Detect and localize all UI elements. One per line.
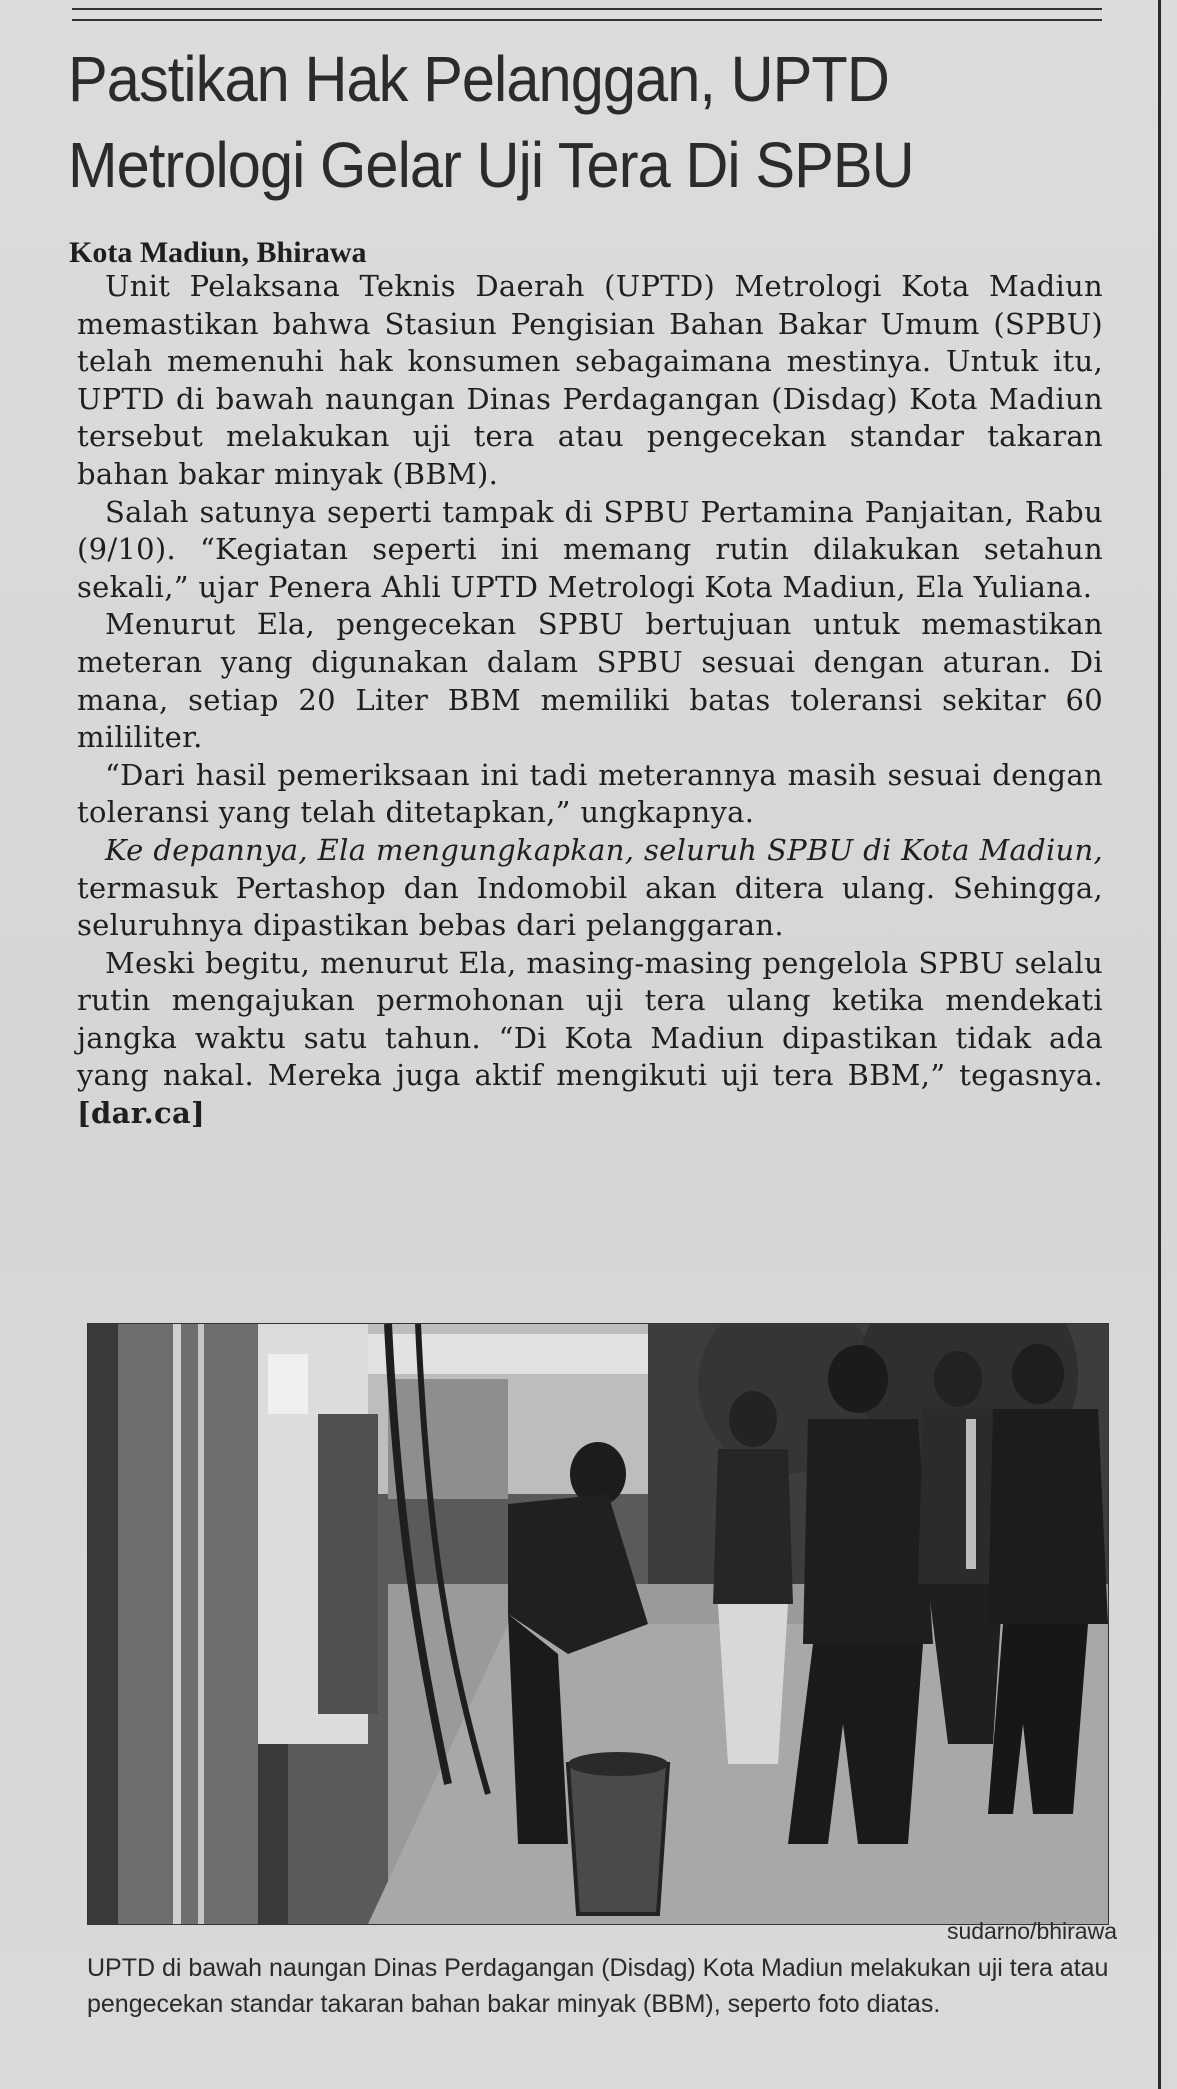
article-body: [77, 268, 1103, 1133]
author-credit: [dar.ca]: [77, 1096, 206, 1131]
paragraph-rest: termasuk Pertashop dan Indomobil akan ditera ulang. Sehingga, seluruhnya dipastikan bebas dari pelanggaran.: [77, 870, 1103, 943]
paragraph-text: Meski begitu, menurut Ela, masing-masing pengelola SPBU selalu rutin mengajukan permohonan uji tera ulang ketika mendekati jangka waktu satu tahun. “Di Kota Madiun dipastikan tidak ada yang nakal. Mereka juga aktif mengikuti uji tera BBM,” tegasnya.: [77, 945, 1103, 1093]
column-rule: [1158, 0, 1161, 2089]
paragraph: Unit Pelaksana Teknis Daerah (UPTD) Metrologi Kota Madiun memastikan bahwa Stasiun Pengisian Bahan Bakar Umum (SPBU) telah memenuhi hak konsumen sebagaimana mestinya. Untuk itu, UPTD di bawah naungan Dinas Perdagangan (Disdag) Kota Madiun tersebut melakukan uji tera atau pengecekan standar takaran bahan bakar minyak (BBM).: [77, 269, 1103, 491]
paragraph: “Dari hasil pemeriksaan ini tadi meterannya masih sesuai dengan toleransi yang telah ditetapkan,” ungkapnya.: [77, 757, 1103, 830]
photo-caption: UPTD di bawah naungan Dinas Perdagangan (Disdag) Kota Madiun melakukan uji tera atau pengecekan standar takaran bahan bakar minyak (BBM), seperto foto diatas.: [87, 1954, 1109, 2018]
photo-credit: sudarno/bhirawa: [946, 1918, 1117, 1944]
headline-line-1: Pastikan Hak Pelanggan, UPTD: [68, 43, 889, 115]
news-photo: [87, 1323, 1109, 1925]
top-rule: [72, 19, 1102, 21]
headline-line-2: Metrologi Gelar Uji Tera Di SPBU: [68, 129, 914, 201]
paragraph: [77, 832, 1103, 945]
paragraph-italic-part: Ke depannya, Ela mengungkapkan, seluruh SPBU di Kota Madiun,: [105, 832, 1103, 867]
paragraph: Menurut Ela, pengecekan SPBU bertujuan untuk memastikan meteran yang digunakan dalam SPBU sesuai dengan aturan. Di mana, setiap 20 Liter BBM memiliki batas toleransi sekitar 60 mililiter.: [77, 607, 1103, 755]
paragraph: [77, 945, 1103, 1133]
news-photo-illustration: [88, 1324, 1108, 1924]
article-headline: [68, 36, 1035, 208]
paragraph: Salah satunya seperti tampak di SPBU Pertamina Panjaitan, Rabu (9/10). “Kegiatan seperti ini memang rutin dilakukan setahun sekali,” ujar Penera Ahli UPTD Metrologi Kota Madiun, Ela Yuliana.: [77, 494, 1103, 604]
top-rule: [72, 8, 1102, 10]
dateline: Kota Madiun, Bhirawa: [69, 236, 367, 269]
